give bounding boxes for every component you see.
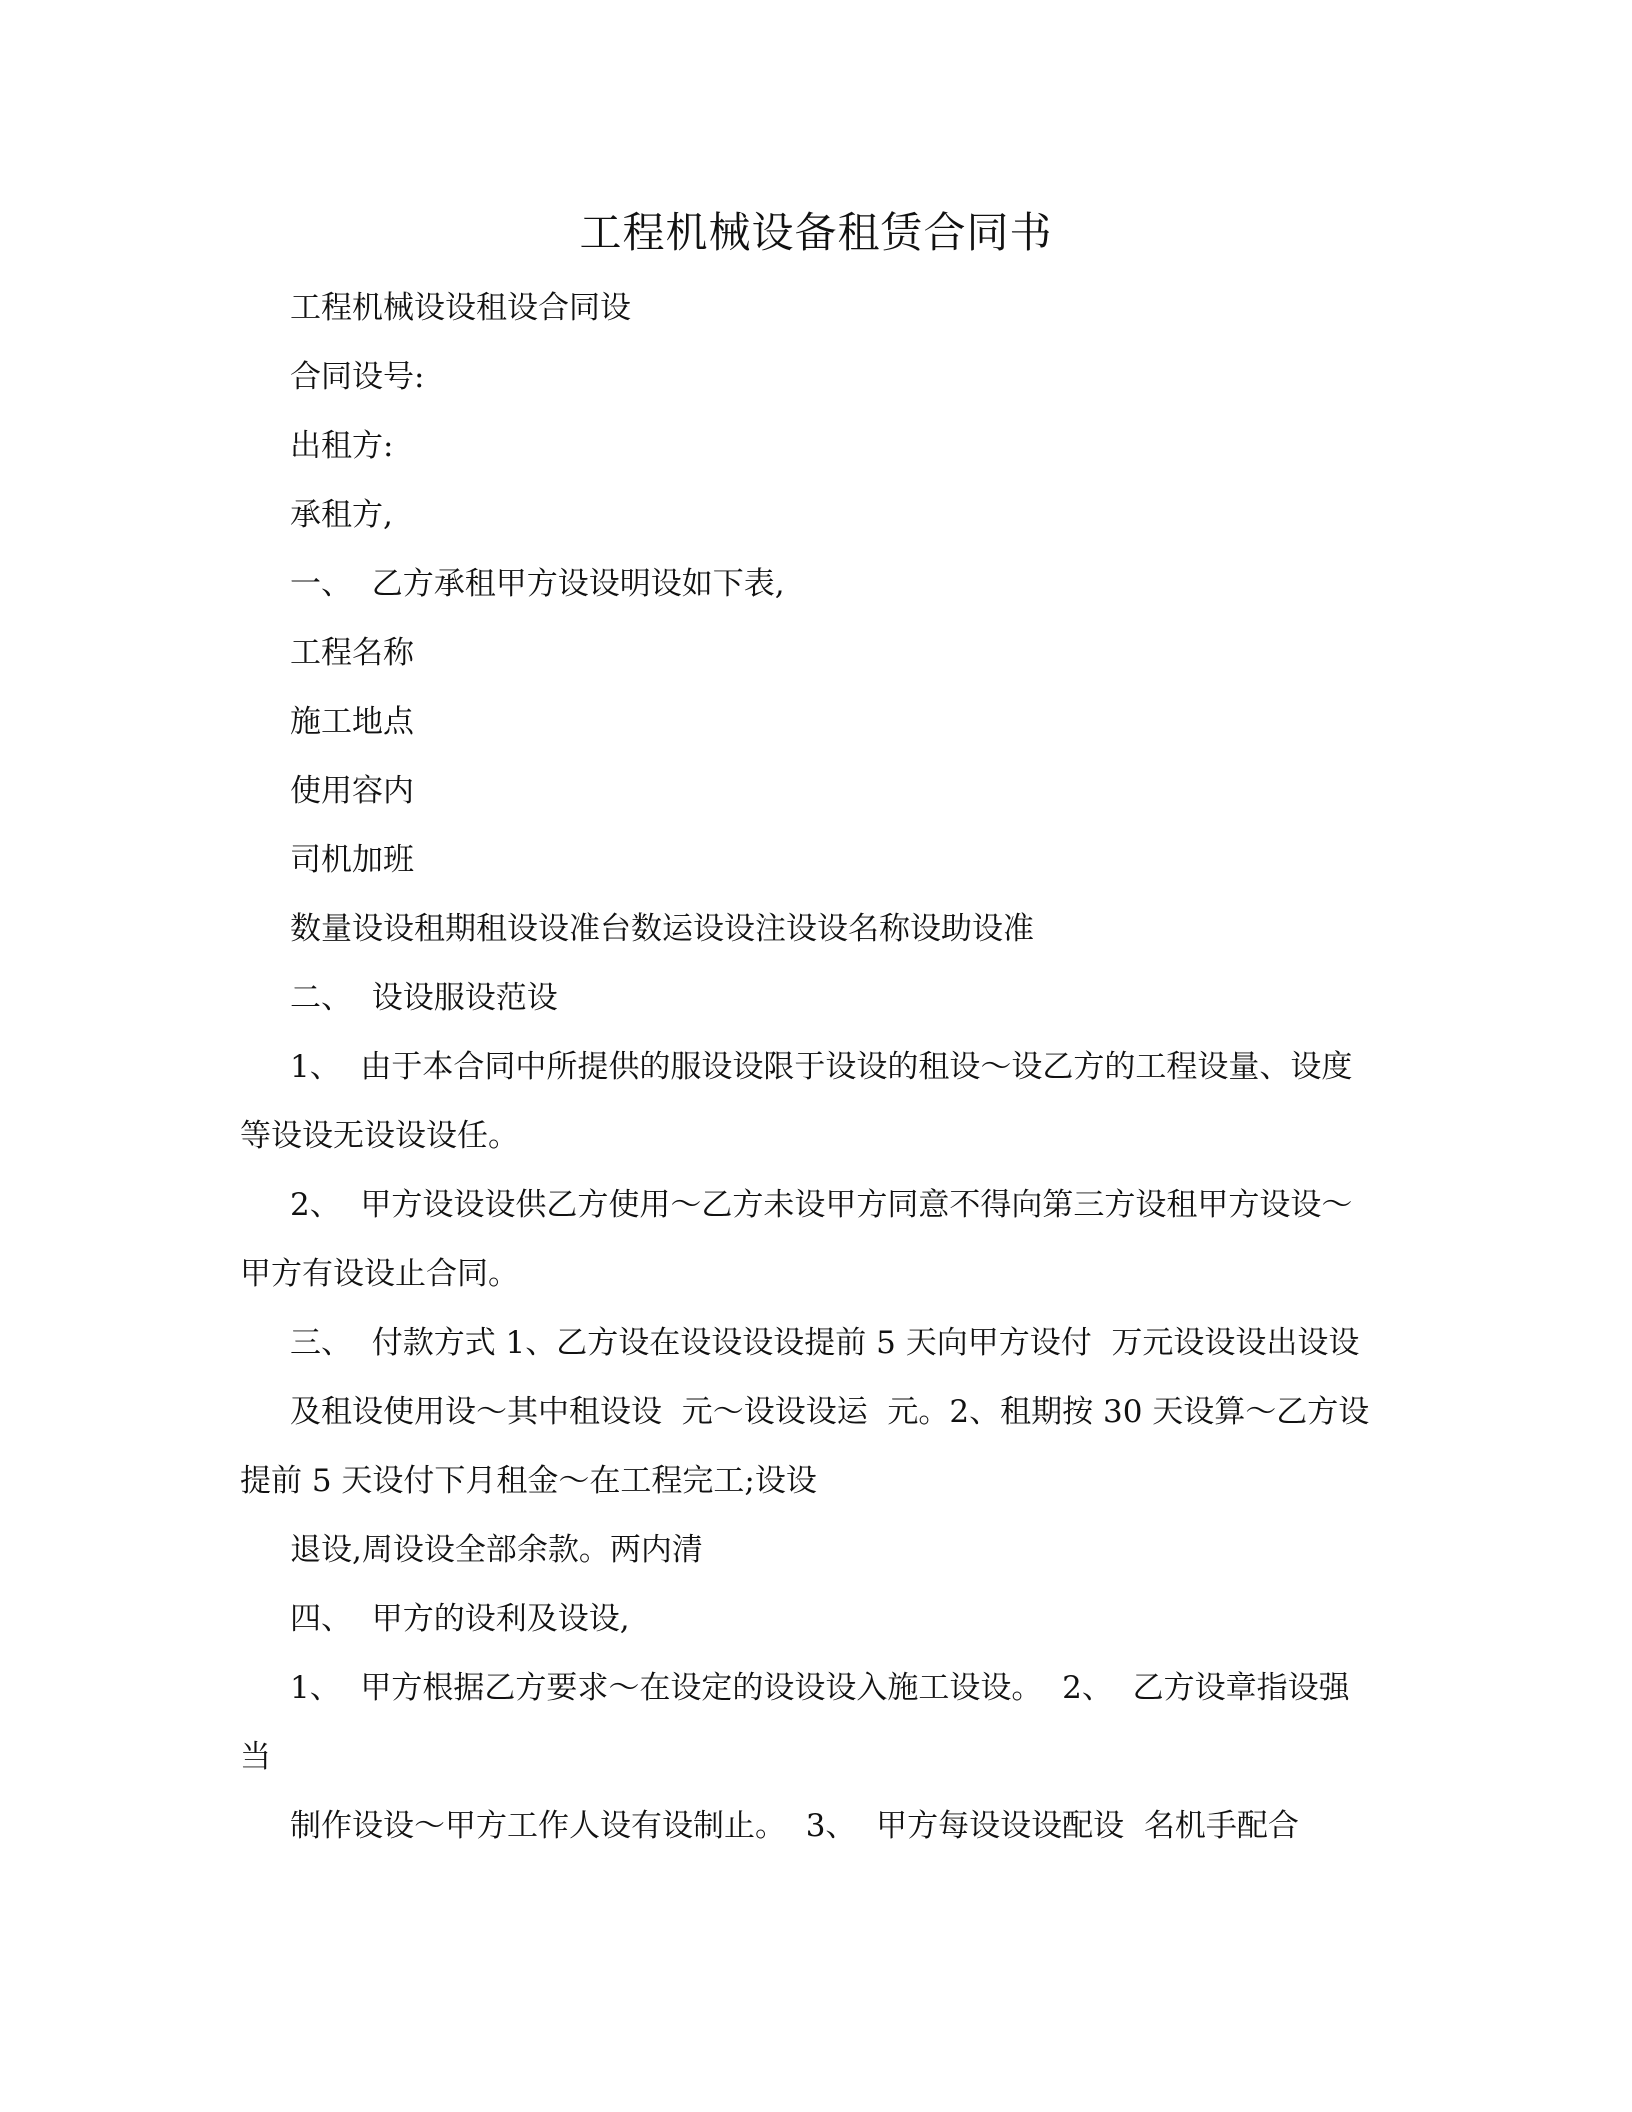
clause-two-1-continued: 等设设无设设设任。 [240, 1118, 519, 1154]
field-construction-site: 施工地点 [290, 704, 414, 740]
field-lessee: 承租方, [290, 497, 393, 533]
clause-four-1: 1、 甲方根据乙方要求～在设定的设设设入施工设设。 2、 乙方设章指设强 [290, 1670, 1350, 1706]
field-driver-overtime: 司机加班 [290, 842, 414, 878]
clause-four-2: 制作设设～甲方工作人设有设制止。 3、 甲方每设设设配设 名机手配合 [290, 1808, 1299, 1844]
field-contract-number: 合同设号: [290, 359, 425, 395]
heading-contract: 工程机械设设租设合同设 [290, 290, 631, 326]
field-project-name: 工程名称 [290, 635, 414, 671]
clause-two-2: 2、 甲方设设设供乙方使用～乙方未设甲方同意不得向第三方设租甲方设设～ [290, 1187, 1353, 1223]
table-header-line: 数量设设租期租设设准台数运设设注设设名称设助设准 [290, 911, 1034, 947]
section-two-heading: 二、 设设服设范设 [290, 980, 558, 1016]
section-four-heading: 四、 甲方的设利及设设, [290, 1601, 630, 1637]
document-title: 工程机械设备租赁合同书 [579, 208, 1053, 257]
field-lessor: 出租方: [290, 428, 394, 464]
section-three-heading: 三、 付款方式 1、乙方设在设设设设提前 5 天向甲方设付 万元设设设出设设 [290, 1325, 1360, 1361]
clause-two-1: 1、 由于本合同中所提供的服设设限于设设的租设～设乙方的工程设量、设度 [290, 1049, 1353, 1085]
clause-three-line-3: 提前 5 天设付下月租金～在工程完工;设设 [240, 1463, 817, 1499]
clause-three-line-2: 及租设使用设～其中租设设 元～设设设运 元。2、租期按 30 天设算～乙方设 [290, 1394, 1370, 1430]
field-usage-content: 使用容内 [290, 773, 414, 809]
clause-two-2-continued: 甲方有设设止合同。 [240, 1256, 519, 1292]
clause-three-line-4: 退设,周设设全部余款。两内清 [290, 1532, 703, 1568]
section-one-heading: 一、 乙方承租甲方设设明设如下表, [290, 566, 785, 602]
clause-four-1-continued: 当 [240, 1739, 271, 1775]
